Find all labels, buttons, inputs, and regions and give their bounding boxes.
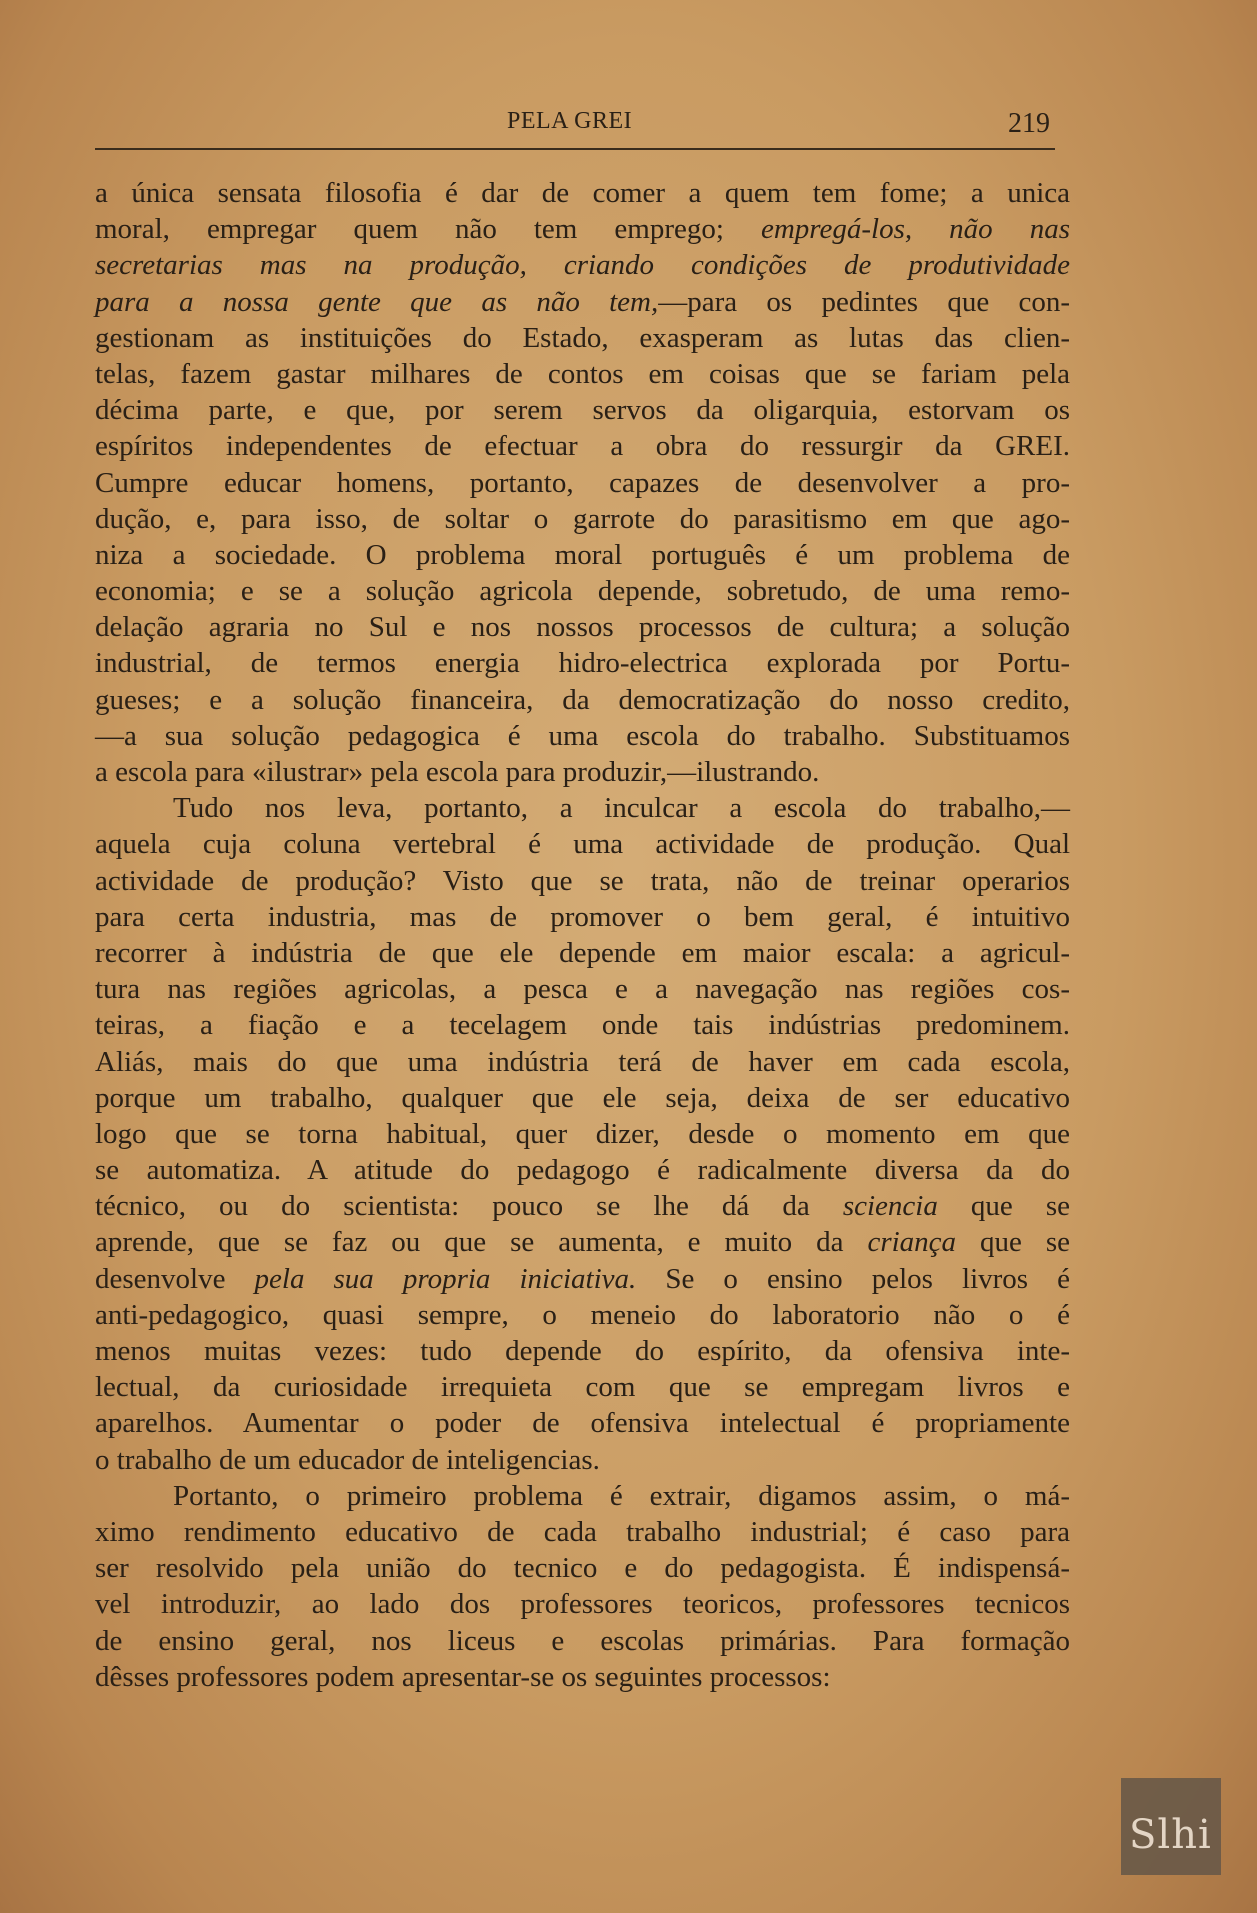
text-line xyxy=(95,320,1070,356)
text-line xyxy=(95,537,1070,573)
text-line xyxy=(95,790,1070,826)
italic-text: para a nossa gente que as não tem, xyxy=(95,285,659,318)
text-span: o trabalho de um educador de inteligencias. xyxy=(95,1443,600,1476)
text-line xyxy=(95,1550,1070,1586)
text-span: menos muitas vezes: tudo depende do espírito, da ofensiva inte- xyxy=(95,1335,1070,1367)
text-span: recorrer à indústria de que ele depende em maior escala: a agricul- xyxy=(95,936,1070,969)
text-line xyxy=(95,682,1070,718)
text-span: se automatiza. A atitude do pedagogo é radicalmente diversa da do xyxy=(95,1154,1070,1187)
text-span: técnico, ou do scientista: pouco se lhe dá da xyxy=(95,1190,843,1223)
text-span: décima parte, e que, por serem servos da oligarquia, estorvam os xyxy=(95,394,1070,427)
text-span: Se o ensino pelos livros é xyxy=(636,1262,1070,1295)
text-span: de ensino geral, nos liceus e escolas primárias. Para formação xyxy=(95,1624,1070,1657)
running-head: PELA GREI xyxy=(507,108,633,134)
text-span: logo que se torna habitual, quer dizer, desde o momento em que xyxy=(95,1117,1070,1150)
text-line xyxy=(95,465,1070,501)
text-line xyxy=(95,1297,1070,1333)
text-span: aprende, que se faz ou que se aumenta, e muito da xyxy=(95,1226,868,1259)
text-span: niza a sociedade. O problema moral português é um problema de xyxy=(95,538,1070,571)
italic-text: sciencia xyxy=(842,1190,938,1223)
text-span: aquela cuja coluna vertebral é uma actividade de produção. Qual xyxy=(95,828,1070,861)
text-span: que se xyxy=(937,1190,1071,1223)
text-span: delação agraria no Sul e nos nossos processos de cultura; a solução xyxy=(95,611,1070,644)
text-line xyxy=(95,899,1070,935)
page-header xyxy=(95,108,1057,152)
stamp-text: Slhi xyxy=(1129,1812,1212,1858)
text-span: teiras, a fiação e a tecelagem onde tais indústrias predominem. xyxy=(95,1009,1070,1042)
text-line xyxy=(95,718,1070,754)
italic-text: secretarias mas na produção, criando condições de produtividade xyxy=(95,249,1070,282)
italic-text: criança xyxy=(867,1226,957,1259)
text-span: gestionam as instituições do Estado, exasperam as lutas das clien- xyxy=(95,321,1070,354)
text-span: ximo rendimento educativo de cada trabalho industrial; é caso para xyxy=(95,1515,1070,1548)
text-span: que se xyxy=(956,1226,1070,1259)
text-line xyxy=(95,1044,1070,1080)
header-rule xyxy=(95,148,1055,150)
italic-text: empregá-los, não nas xyxy=(760,213,1070,246)
text-span: Aliás, mais do que uma indústria terá de haver em cada escola, xyxy=(95,1045,1070,1078)
text-span: a única sensata filosofia é dar de comer a quem tem fome; a unica xyxy=(95,177,1070,209)
text-span: dução, e, para isso, de soltar o garrote do parasitismo em que ago- xyxy=(95,502,1070,535)
text-span: telas, fazem gastar milhares de contos em coisas que se fariam pela xyxy=(95,357,1070,390)
text-line xyxy=(95,247,1070,283)
text-line xyxy=(95,863,1070,899)
body-text xyxy=(95,175,1070,1695)
text-span: economia; e se a solução agricola depende, sobretudo, de uma remo- xyxy=(95,575,1070,608)
text-span: moral, empregar quem não tem emprego; xyxy=(95,213,761,246)
text-line xyxy=(95,1333,1070,1369)
text-line xyxy=(95,971,1070,1007)
text-span: para certa industria, mas de promover o bem geral, é intuitivo xyxy=(95,900,1070,933)
text-line xyxy=(95,1116,1070,1152)
text-span: vel introduzir, ao lado dos professores teoricos, professores tecnicos xyxy=(95,1588,1070,1621)
text-span: espíritos independentes de efectuar a obra do ressurgir da GREI. xyxy=(95,430,1070,463)
text-line xyxy=(95,175,1070,211)
text-line xyxy=(95,392,1070,428)
text-line xyxy=(95,1405,1070,1441)
page-number: 219 xyxy=(1008,108,1050,139)
text-line xyxy=(95,1659,1070,1695)
text-line xyxy=(95,501,1070,537)
text-span: dêsses professores podem apresentar-se os seguintes processos: xyxy=(95,1660,831,1693)
text-line xyxy=(95,356,1070,392)
text-line xyxy=(95,1514,1070,1550)
text-line xyxy=(95,1442,1070,1478)
text-line xyxy=(95,645,1070,681)
text-line xyxy=(95,935,1070,971)
text-line xyxy=(95,609,1070,645)
text-span: aparelhos. Aumentar o poder de ofensiva intelectual é propriamente xyxy=(95,1407,1070,1440)
text-span: anti-pedagogico, quasi sempre, o meneio do laboratorio não o é xyxy=(95,1298,1070,1331)
text-span: tura nas regiões agricolas, a pesca e a navegação nas regiões cos- xyxy=(95,973,1070,1006)
text-line xyxy=(95,826,1070,862)
text-line xyxy=(95,573,1070,609)
text-span: —para os pedintes que con- xyxy=(658,285,1071,318)
text-line xyxy=(95,428,1070,464)
italic-text: pela sua propria iniciativa. xyxy=(254,1262,637,1295)
text-span: desenvolve xyxy=(95,1262,255,1295)
text-line xyxy=(95,1623,1070,1659)
text-span: a escola para «ilustrar» pela escola para produzir,—ilustrando. xyxy=(95,756,820,788)
text-span: Tudo nos leva, portanto, a inculcar a escola do trabalho,— xyxy=(173,792,1070,825)
text-line xyxy=(95,1224,1070,1260)
text-line xyxy=(95,1188,1070,1224)
text-span: Cumpre educar homens, portanto, capazes de desenvolver a pro- xyxy=(95,466,1070,499)
text-line xyxy=(95,1369,1070,1405)
text-span: gueses; e a solução financeira, da democratização do nosso credito, xyxy=(95,683,1070,716)
text-line xyxy=(95,1080,1070,1116)
text-span: actividade de produção? Visto que se trata, não de treinar operarios xyxy=(95,864,1070,897)
text-span: Portanto, o primeiro problema é extrair, digamos assim, o má- xyxy=(173,1479,1070,1512)
text-span: porque um trabalho, qualquer que ele seja, deixa de ser educativo xyxy=(95,1081,1070,1114)
text-line xyxy=(95,1261,1070,1297)
text-line xyxy=(95,1007,1070,1043)
text-span: —a sua solução pedagogica é uma escola do trabalho. Substituamos xyxy=(95,719,1070,752)
library-stamp-logo xyxy=(1121,1778,1221,1875)
text-line xyxy=(95,211,1070,247)
text-span: industrial, de termos energia hidro-electrica explorada por Portu- xyxy=(95,647,1070,680)
text-line xyxy=(95,284,1070,320)
text-span: lectual, da curiosidade irrequieta com que se empregam livros e xyxy=(95,1371,1070,1404)
text-line xyxy=(95,1152,1070,1188)
text-line xyxy=(95,1586,1070,1622)
text-span: ser resolvido pela união do tecnico e do pedagogista. É indispensá- xyxy=(95,1552,1070,1585)
text-line xyxy=(95,754,1070,790)
text-line xyxy=(95,1478,1070,1514)
